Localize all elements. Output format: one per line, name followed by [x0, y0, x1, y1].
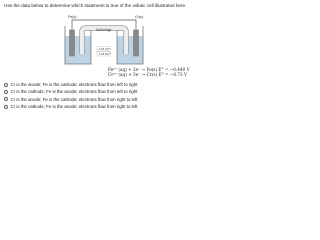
fe-electrode-label: Fe(s) [68, 15, 77, 19]
left-solution [65, 36, 91, 64]
answer-option-1[interactable] [4, 81, 198, 88]
answer-option-label: Cr is the anode; Fe is the cathode; electrons flow from right to left [10, 96, 138, 102]
radio-button[interactable] [4, 105, 8, 109]
answer-option-label: Cr is the cathode; Fe is the anode; electrons flow from right to left [10, 104, 138, 110]
answer-options [4, 81, 198, 110]
answer-option-label: Cr is the cathode; Fe is the anode; electrons flow from left to right [10, 89, 138, 95]
solution-label-2: 1 M Fe²⁺ [99, 52, 111, 56]
voltaic-cell-illustration [62, 12, 146, 66]
answer-option-4[interactable] [4, 103, 198, 110]
voltaic-cell-diagram [62, 12, 146, 66]
half-reaction-equations [108, 67, 190, 78]
solution-label-1: 1 M Cr³⁺ [99, 47, 111, 51]
cr-electrode-label: Cr(s) [135, 15, 143, 19]
right-solution [117, 36, 143, 64]
radio-button[interactable] [4, 97, 8, 101]
answer-option-label: Cr is the anode; Fe is the cathode; electrons flow from left to right [10, 82, 138, 88]
radio-button[interactable] [4, 83, 8, 87]
half-reaction-fe: Fe²⁺ (aq) + 2e⁻ → Fe(s) E° = −0.440 V [108, 67, 190, 72]
answer-option-2[interactable] [4, 88, 198, 95]
half-reaction-cr: Cr³⁺ (aq) + 3e⁻ → Cr(s) E° = −0.73 V [108, 72, 188, 78]
answer-option-3[interactable] [4, 96, 198, 103]
radio-button[interactable] [4, 90, 8, 94]
salt-bridge-label: Salt bridge [96, 28, 112, 32]
fe-electrode [70, 30, 75, 56]
question-instructions: Use the data below to determine which statement is true of the voltaic cell illustrated here. [4, 3, 187, 8]
cr-electrode [134, 30, 139, 56]
